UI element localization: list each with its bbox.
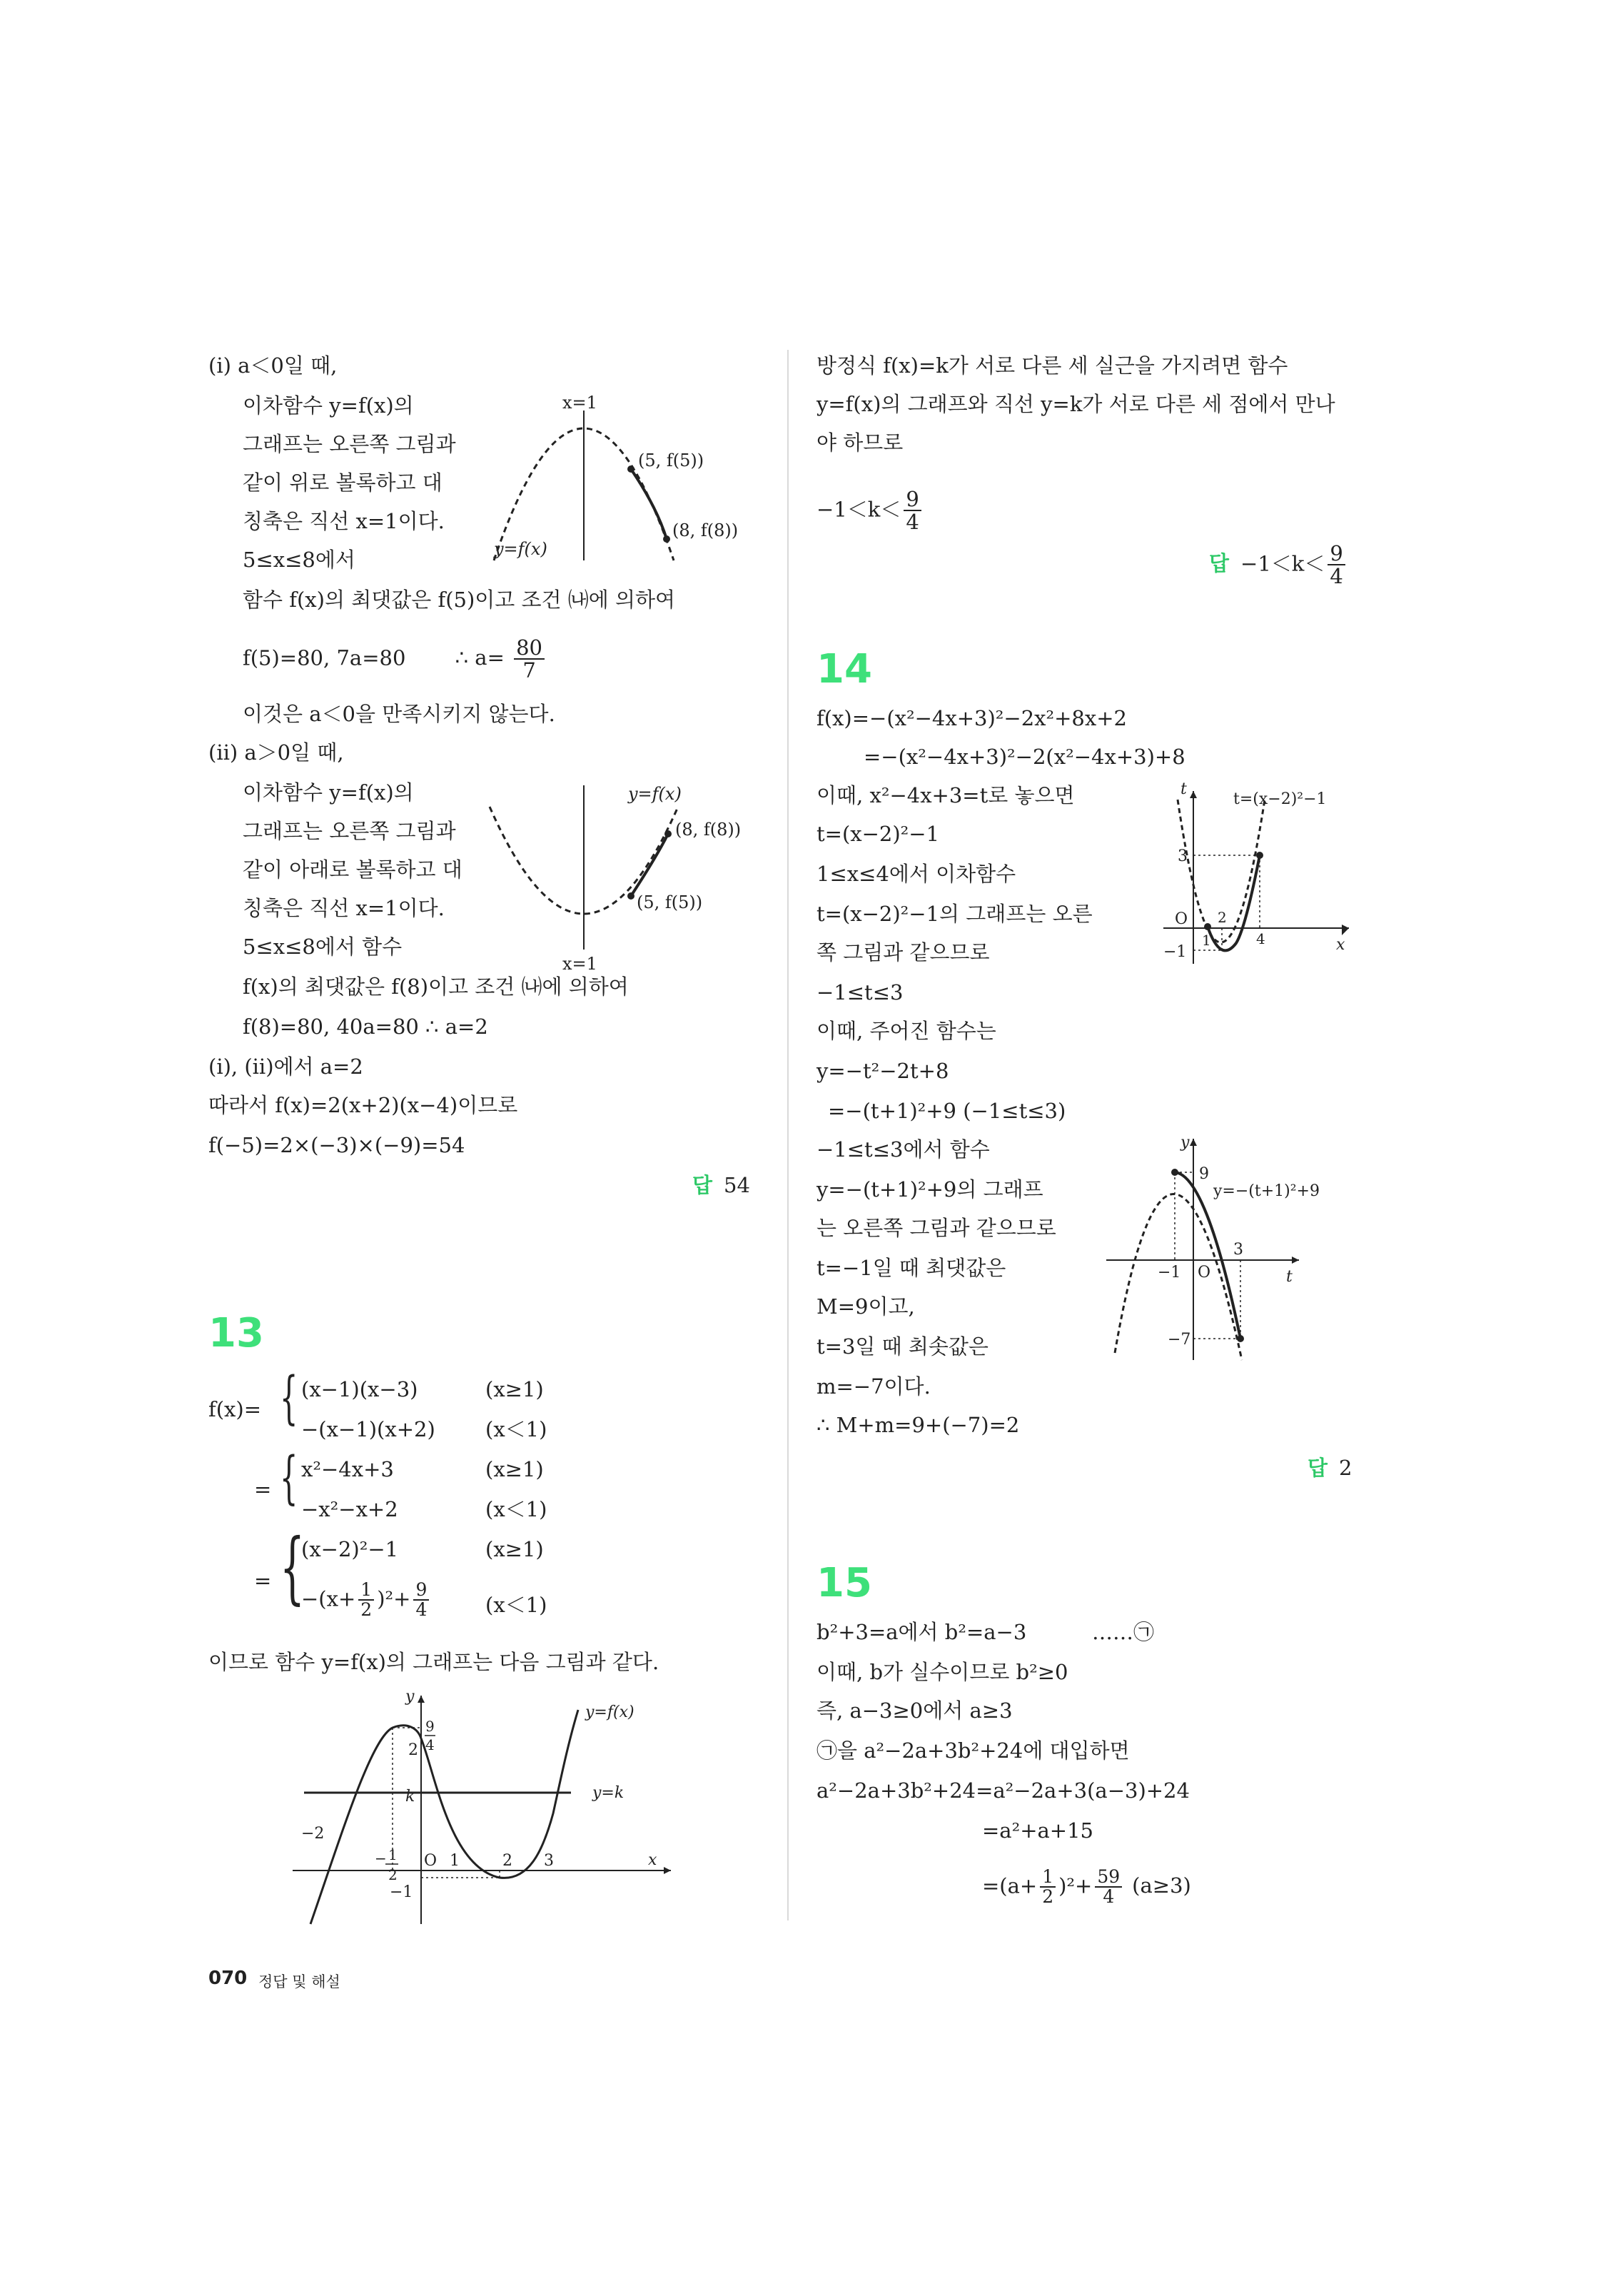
tick-9: 9 xyxy=(1199,1165,1209,1183)
text-line: =−(t+1)²+9 (−1≤t≤3) xyxy=(828,1099,1066,1123)
axis-label: x=1 xyxy=(562,393,597,413)
text-line: M=9이고, xyxy=(816,1294,915,1319)
fraction-9-4: $\frac{9}{4}$ xyxy=(413,1581,429,1620)
axis-y-label: y xyxy=(405,1688,415,1706)
tick-minus-1: −1 xyxy=(1158,1264,1181,1282)
brace: { xyxy=(280,1444,298,1511)
text-line: ∴ M+m=9+(−7)=2 xyxy=(816,1413,1020,1437)
case1-eq-b: ∴ a= xyxy=(455,645,505,670)
case1-eq-a: f(5)=80, 7a=80 xyxy=(243,645,406,670)
text-line: y=−t²−2t+8 xyxy=(816,1059,949,1083)
case1-line: 함수 f(x)의 최댓값은 f(5)이고 조건 ㈏에 의하여 xyxy=(243,588,676,612)
function-label: y=−(t+1)²+9 xyxy=(1213,1182,1320,1200)
piece-condition: (x≥1) xyxy=(485,1377,544,1401)
fraction-80-7: $\frac{80}{7}$ xyxy=(514,637,545,682)
column-divider xyxy=(787,350,789,1920)
frac-9-den: 4 xyxy=(425,1736,435,1753)
point-label: (5, f(5)) xyxy=(637,892,703,912)
tick-3: 3 xyxy=(544,1852,554,1870)
tick-2: 2 xyxy=(1218,909,1227,926)
text-line: m=−7이다. xyxy=(816,1374,931,1399)
tick-3: 3 xyxy=(1178,847,1188,865)
axis-label: x=1 xyxy=(562,954,597,971)
origin-label: O xyxy=(424,1852,438,1870)
text-line: a²−2a+3b²+24=a²−2a+3(a−3)+24 xyxy=(816,1778,1190,1803)
text-line: 이때, b가 실수이므로 b²≥0 xyxy=(816,1660,1068,1684)
conclusion-line: f(−5)=2×(−3)×(−9)=54 xyxy=(208,1133,465,1157)
conclusion-line: 따라서 f(x)=2(x+2)(x−4)이므로 xyxy=(208,1093,518,1117)
tick-2: 2 xyxy=(408,1741,418,1759)
problem-number-15: 15 xyxy=(816,1560,872,1606)
graph-piecewise-function xyxy=(285,1688,685,1931)
point-5-f5 xyxy=(627,465,634,473)
piece: −(x−1)(x+2) xyxy=(301,1417,435,1441)
point-5-f5 xyxy=(627,892,634,900)
graph-y-of-t xyxy=(1099,1132,1370,1367)
brace: { xyxy=(280,1364,298,1431)
text-line: 즉, a−3≥0에서 a≥3 xyxy=(816,1698,1013,1723)
case2-line: 이차함수 y=f(x)의 xyxy=(243,780,414,805)
equals: = xyxy=(254,1569,272,1593)
function-label: y=f(x) xyxy=(585,1703,634,1721)
point-8-f8 xyxy=(663,535,670,543)
text-line: −1≤t≤3에서 함수 xyxy=(816,1137,990,1162)
case2-line: 그래프는 오른쪽 그림과 xyxy=(243,819,456,843)
tick-3: 3 xyxy=(1233,1241,1243,1259)
case1-line: 칭축은 직선 x=1이다. xyxy=(243,509,445,533)
frac-minus: − xyxy=(375,1850,387,1867)
case2-line: f(x)의 최댓값은 f(8)이고 조건 ㈏에 의하여 xyxy=(243,975,629,999)
function-label: y=f(x) xyxy=(628,784,682,804)
point-label: (8, f(8)) xyxy=(675,820,742,840)
piece-condition: (x＜1) xyxy=(485,1593,547,1617)
text-line: 1≤x≤4에서 이차함수 xyxy=(816,862,1016,886)
axis-t-label: t xyxy=(1286,1268,1293,1286)
text-line: t=(x−2)²−1의 그래프는 오른 xyxy=(816,902,1093,926)
case1-heading: (ⅰ) a＜0일 때, xyxy=(208,353,338,378)
tick-minus-2: −2 xyxy=(301,1825,325,1843)
piece: x²−4x+3 xyxy=(301,1457,394,1481)
text-line: t=−1일 때 최댓값은 xyxy=(816,1256,1006,1280)
tick-minus-7: −7 xyxy=(1168,1331,1191,1349)
text-line: y=−(t+1)²+9의 그래프 xyxy=(816,1177,1043,1202)
tick-minus-1: −1 xyxy=(390,1883,413,1901)
tick-1: 1 xyxy=(1202,932,1211,949)
tick-1: 1 xyxy=(450,1852,460,1870)
case2-line: 같이 아래로 볼록하고 대 xyxy=(243,857,462,882)
piece: −x²−x+2 xyxy=(301,1497,398,1521)
case2-line: 칭축은 직선 x=1이다. xyxy=(243,896,445,920)
tick-4: 4 xyxy=(1256,930,1265,947)
fraction-1-2: $\frac{1}{2}$ xyxy=(358,1581,374,1620)
text-line: t=(x−2)²−1 xyxy=(816,822,940,846)
answer-13: 답 −1＜k＜ $\frac{9}{4}$ xyxy=(1209,543,1348,588)
graph-concave-up xyxy=(478,778,778,971)
problem-number-14: 14 xyxy=(816,646,872,693)
piece-condition: (x＜1) xyxy=(485,1417,547,1441)
text-line: 이때, 주어진 함수는 xyxy=(816,1019,996,1043)
inequality: −1＜k＜ $\frac{9}{4}$ xyxy=(816,488,924,533)
tick-2: 2 xyxy=(502,1852,512,1870)
text-line: t=3일 때 최솟값은 xyxy=(816,1334,989,1359)
fraction-9-4: $\frac{9}{4}$ xyxy=(1328,543,1345,588)
case2-heading: (ⅱ) a＞0일 때, xyxy=(208,740,344,765)
case1-line: 5≤x≤8에서 xyxy=(243,548,355,572)
tick-minus-1: −1 xyxy=(1163,943,1187,961)
point-label: (5, f(5)) xyxy=(638,450,704,470)
equals: = xyxy=(254,1477,272,1501)
case1-line: 이것은 a＜0을 만족시키지 않는다. xyxy=(243,702,555,726)
axis-t-label: t xyxy=(1180,780,1187,798)
graph-t-of-x xyxy=(1156,778,1370,971)
case2-line: f(8)=80, 40a=80 ∴ a=2 xyxy=(243,1014,488,1039)
case1-line: 이차함수 y=f(x)의 xyxy=(243,393,414,418)
piece-condition: (x≥1) xyxy=(485,1537,544,1561)
k-label: k xyxy=(405,1788,415,1806)
piece-condition: (x＜1) xyxy=(485,1497,547,1521)
fx-label: f(x)= xyxy=(208,1397,262,1421)
frac-half-num: 1 xyxy=(388,1846,398,1863)
axis-x-label: x xyxy=(1336,936,1345,954)
conclusion-line: (ⅰ), (ⅱ)에서 a=2 xyxy=(208,1054,363,1079)
equation-marker: ……㉠ xyxy=(1092,1620,1155,1644)
point-8-f8 xyxy=(664,830,672,837)
problem-number-13: 13 xyxy=(208,1310,264,1356)
case1-line: 같이 위로 볼록하고 대 xyxy=(243,470,443,495)
case1-line: 그래프는 오른쪽 그림과 xyxy=(243,432,456,456)
text-line: =−(x²−4x+3)²−2(x²−4x+3)+8 xyxy=(864,745,1185,769)
function-label: t=(x−2)²−1 xyxy=(1233,790,1327,808)
function-label: y=f(x) xyxy=(494,539,547,559)
text-line: 는 오른쪽 그림과 같으므로 xyxy=(816,1216,1056,1240)
text-line: b²+3=a에서 b²=a−3 xyxy=(816,1620,1027,1644)
brace: { xyxy=(280,1521,305,1613)
text-line: 이때, x²−4x+3=t로 놓으면 xyxy=(816,783,1075,807)
point-label: (8, f(8)) xyxy=(672,520,739,540)
problem13-conclusion: 이므로 함수 y=f(x)의 그래프는 다음 그림과 같다. xyxy=(208,1650,659,1674)
page-number: 070 xyxy=(208,1968,248,1989)
line-label: y=k xyxy=(592,1784,625,1802)
axis-y-label: y xyxy=(1180,1134,1190,1152)
piece-condition: (x≥1) xyxy=(485,1457,544,1481)
text-line: 방정식 f(x)=k가 서로 다른 세 실근을 가지려면 함수 xyxy=(816,353,1288,378)
case2-line: 5≤x≤8에서 함수 xyxy=(243,935,403,959)
text-line: −1≤t≤3 xyxy=(816,980,904,1004)
piece: (x−2)²−1 xyxy=(301,1537,399,1561)
case1-equation xyxy=(243,637,547,682)
origin-label: O xyxy=(1175,910,1188,928)
frac-9-num: 9 xyxy=(425,1718,435,1735)
piece: (x−1)(x−3) xyxy=(301,1377,418,1401)
text-line: 쪽 그림과 같으므로 xyxy=(816,940,990,965)
fraction-9-4: $\frac{9}{4}$ xyxy=(904,488,921,533)
fraction-1-2: $\frac{1}{2}$ xyxy=(1040,1868,1056,1907)
piece-vertex-form: −(x+ $\frac{1}{2}$ )²+ $\frac{9}{4}$ xyxy=(301,1581,432,1620)
text-line: f(x)=−(x²−4x+3)²−2x²+8x+2 xyxy=(816,706,1127,730)
fraction-59-4: $\frac{59}{4}$ xyxy=(1095,1868,1122,1907)
answer-12: 답 54 xyxy=(692,1173,750,1197)
axis-x-label: x xyxy=(648,1851,657,1869)
footer-text: 정답 및 해설 xyxy=(258,1973,340,1990)
text-line: y=f(x)의 그래프와 직선 y=k가 서로 다른 세 점에서 만나 xyxy=(816,392,1335,416)
origin-label: O xyxy=(1198,1264,1211,1282)
text-line: ㉠을 a²−2a+3b²+24에 대입하면 xyxy=(816,1738,1130,1763)
text-line: =a²+a+15 xyxy=(982,1818,1094,1843)
text-line-vertex: =(a+ $\frac{1}{2}$ )²+ $\frac{59}{4}$ (a≥3) xyxy=(982,1866,1191,1908)
answer-14: 답 2 xyxy=(1308,1456,1352,1480)
graph-concave-down xyxy=(478,389,764,568)
frac-half-den: 2 xyxy=(388,1866,398,1883)
text-line: 야 하므로 xyxy=(816,430,904,455)
